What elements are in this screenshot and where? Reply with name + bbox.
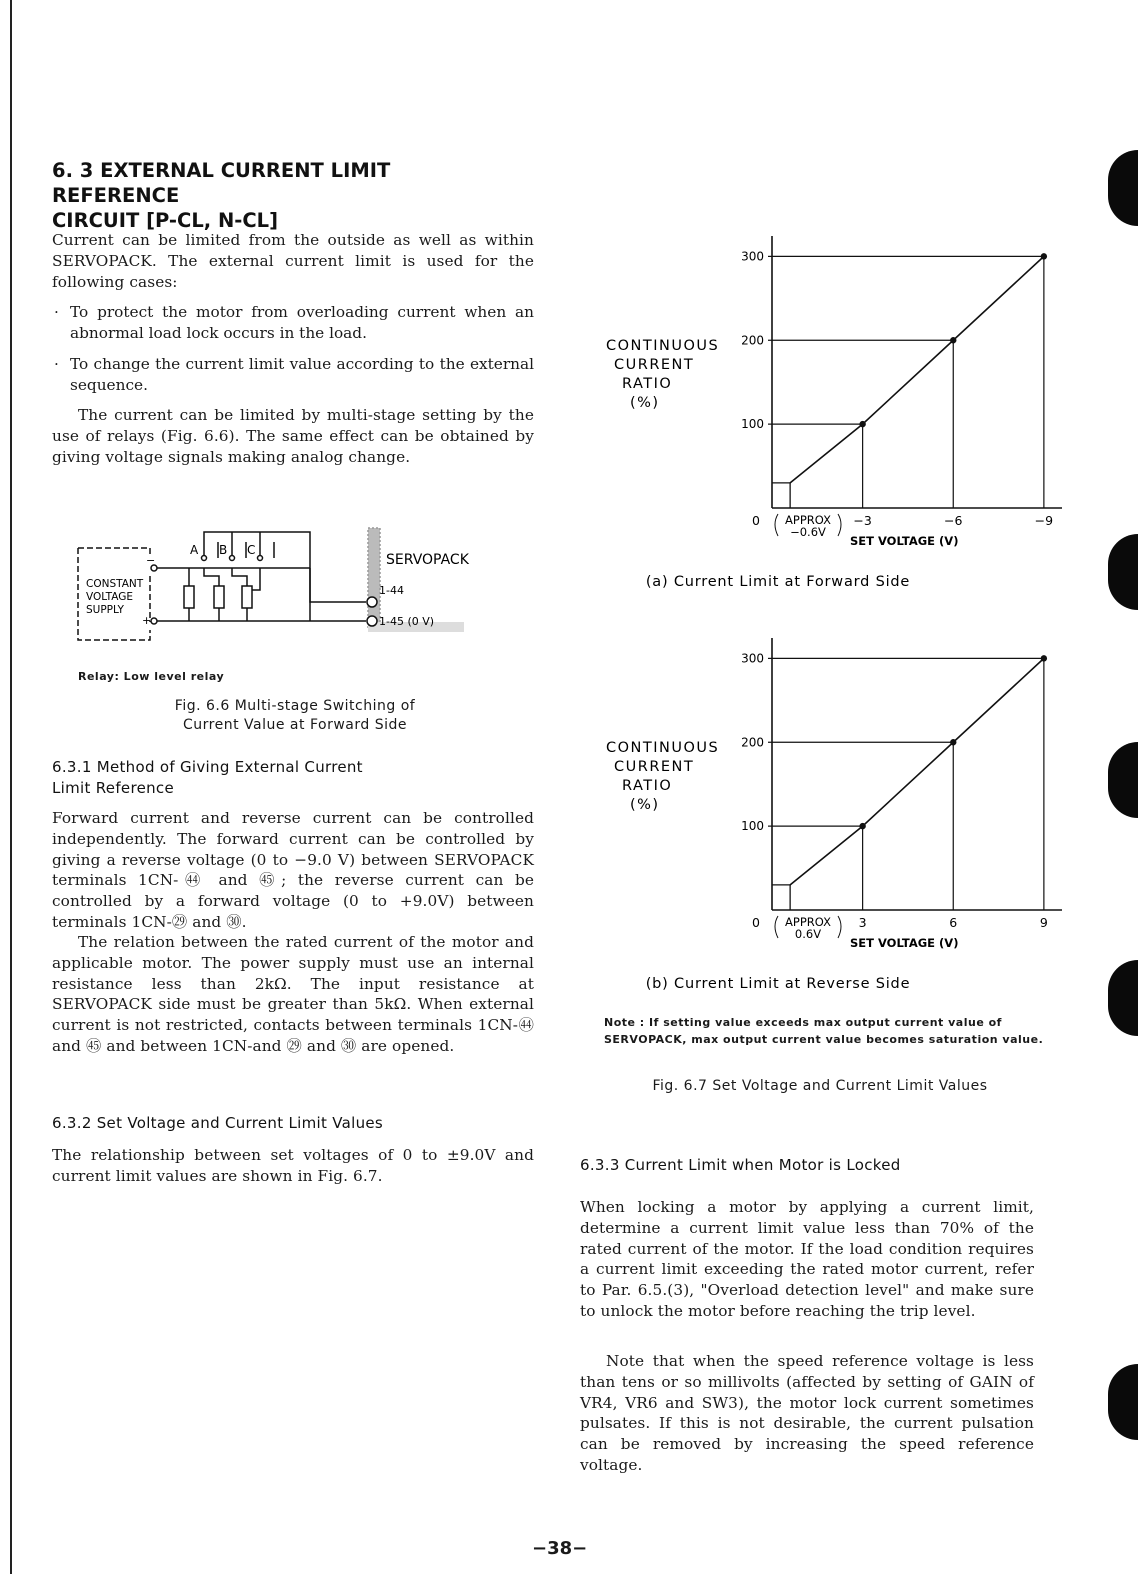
y-axis-label: CONTINUOUS bbox=[606, 740, 720, 756]
series-line bbox=[790, 256, 1044, 482]
page-edge-line bbox=[10, 0, 12, 1574]
paragraph-633-b: Note that when the speed reference voltage is less than tens or so millivolts (affected by setting of GAIN of VR4, VR6 and SW3), the motor lock current sometimes pulsates. If this is not desirable, the current pulsation can be removed by increasing the speed reference voltage. bbox=[580, 1352, 1034, 1474]
relay-label-b: B bbox=[219, 543, 228, 557]
output-wire bbox=[204, 532, 366, 602]
y-tick-label: 200 bbox=[741, 333, 764, 348]
chart-title: (b) Current Limit at Reverse Side bbox=[645, 976, 911, 990]
y-tick-label: 300 bbox=[741, 651, 764, 666]
fig66-caption: Fig. 6.6 Multi-stage Switching of Current Value at Forward Side bbox=[174, 698, 416, 733]
y-axis-label: RATIO bbox=[622, 376, 673, 392]
paragraph-631-a: Forward current and reverse current can be controlled independently. The forward current can be controlled by giving a reverse voltage (0 to −9.0 V) between SERVOPACK terminals 1CN-㊹ and ㊺; the reverse current can be controlled by a forward voltage (0 to +9.0V) between terminals 1CN-㉙ and ㉚. bbox=[52, 809, 534, 931]
data-point bbox=[859, 421, 865, 427]
data-point bbox=[1041, 253, 1047, 259]
y-axis-label: (%) bbox=[630, 797, 660, 813]
resistor bbox=[184, 586, 194, 608]
data-point bbox=[859, 823, 865, 829]
bullet-item: · To change the current limit value according to the external sequence. bbox=[54, 355, 534, 394]
resistor bbox=[242, 586, 252, 608]
approx-value: 0.6V bbox=[794, 927, 822, 941]
minus-sign: − bbox=[146, 554, 156, 567]
plus-sign: + bbox=[142, 614, 152, 627]
paragraph-632: The relationship between set voltages of 0 to ±9.0V and current limit values are shown in Fig. 6.7. bbox=[52, 1146, 534, 1185]
supply-label: CONSTANT bbox=[86, 578, 144, 590]
x-tick-label: −3 bbox=[853, 513, 872, 528]
relay-paragraph: The current can be limited by multi-stage setting by the use of relays (Fig. 6.6). The same effect can be obtained by giving voltage signals making analog change. bbox=[52, 406, 534, 466]
resistor bbox=[214, 586, 224, 608]
heading-632: 6.3.2 Set Voltage and Current Limit Values bbox=[52, 1114, 384, 1132]
x-axis-label: SET VOLTAGE (V) bbox=[850, 936, 959, 950]
y-tick-label: 200 bbox=[741, 735, 764, 750]
x-tick-label: 3 bbox=[858, 915, 867, 930]
approx-bracket-left bbox=[775, 514, 778, 536]
heading-633: 6.3.3 Current Limit when Motor is Locked bbox=[580, 1156, 901, 1174]
relay-label-a: A bbox=[190, 543, 199, 557]
y-tick-label: 300 bbox=[741, 249, 764, 264]
y-axis-label: CONTINUOUS bbox=[606, 338, 720, 354]
section-title: 6. 3 EXTERNAL CURRENT LIMIT REFERENCE CIRCUIT [P-CL, N-CL] bbox=[52, 159, 391, 232]
approx-bracket-left bbox=[775, 916, 778, 938]
y-tick-label: 100 bbox=[741, 819, 764, 834]
binder-hole bbox=[1108, 742, 1138, 818]
approx-value: −0.6V bbox=[790, 525, 826, 539]
x-tick-label: 6 bbox=[949, 915, 958, 930]
step-segment bbox=[772, 885, 790, 910]
terminal-label: 1-44 bbox=[379, 584, 404, 597]
servopack-label: SERVOPACK bbox=[386, 552, 469, 568]
origin-label: 0 bbox=[752, 513, 760, 528]
paragraph-633-a: When locking a motor by applying a current limit, determine a current limit value less than 70% of the rated current of the motor. If the load condition requires a current limit exceeding the rated motor current, refer to Par. 6.5.(3), "Overload detection level" and make sure to unlock the motor before reaching the trip level. bbox=[580, 1198, 1034, 1320]
supply-label: SUPPLY bbox=[86, 604, 124, 616]
y-axis-label: CURRENT bbox=[614, 357, 695, 373]
data-point bbox=[950, 739, 956, 745]
intro-paragraph: Current can be limited from the outside as well as within SERVOPACK. The external current limit is used for the following cases: bbox=[52, 231, 534, 291]
x-tick-label: 9 bbox=[1039, 915, 1048, 930]
binder-hole bbox=[1108, 960, 1138, 1036]
x-axis-label: SET VOLTAGE (V) bbox=[850, 534, 959, 548]
data-point bbox=[1041, 655, 1047, 661]
chart-reverse bbox=[590, 630, 1070, 990]
bullet-item: · To protect the motor from overloading current when an abnormal load lock occurs in the load. bbox=[54, 303, 534, 342]
supply-box-top bbox=[78, 548, 150, 554]
page-number: −38− bbox=[532, 1538, 588, 1559]
chart-forward bbox=[590, 228, 1070, 588]
step-segment bbox=[772, 483, 790, 508]
y-tick-label: 100 bbox=[741, 417, 764, 432]
approx-label: APPROX bbox=[785, 513, 831, 527]
approx-bracket-right bbox=[838, 916, 841, 938]
origin-label: 0 bbox=[752, 915, 760, 930]
approx-label: APPROX bbox=[785, 915, 831, 929]
binder-hole bbox=[1108, 150, 1138, 226]
series-line bbox=[790, 658, 1044, 884]
approx-bracket-right bbox=[838, 514, 841, 536]
paragraph-631-b: The relation between the rated current of the motor and applicable motor. The power supply must use an internal resistance less than 2kΩ. The input resistance at SERVOPACK side must be greater than 5kΩ. When external current is not restricted, contacts between terminals 1CN-㊹ and ㊺ and between 1CN-and ㉙ and ㉚ are opened. bbox=[52, 933, 534, 1055]
data-point bbox=[950, 337, 956, 343]
binder-hole bbox=[1108, 534, 1138, 610]
terminal-label: 1-45 (0 V) bbox=[379, 615, 435, 628]
fig67-note: Note : If setting value exceeds max output current value of SERVOPACK, max output current value becomes saturation value. bbox=[604, 1016, 1044, 1046]
binder-hole bbox=[1108, 1364, 1138, 1440]
y-axis-label: (%) bbox=[630, 395, 660, 411]
heading-631: 6.3.1 Method of Giving External Current Limit Reference bbox=[52, 758, 363, 797]
fig67-caption: Fig. 6.7 Set Voltage and Current Limit Values bbox=[652, 1078, 988, 1094]
relay-circuit-diagram bbox=[70, 518, 490, 658]
x-tick-label: −6 bbox=[944, 513, 963, 528]
chart-title: (a) Current Limit at Forward Side bbox=[645, 574, 911, 588]
relay-label-c: C bbox=[247, 543, 256, 557]
supply-label: VOLTAGE bbox=[86, 591, 134, 603]
y-axis-label: RATIO bbox=[622, 778, 673, 794]
x-tick-label: −9 bbox=[1034, 513, 1054, 528]
y-axis-label: CURRENT bbox=[614, 759, 695, 775]
relay-note: Relay: Low level relay bbox=[78, 670, 225, 683]
